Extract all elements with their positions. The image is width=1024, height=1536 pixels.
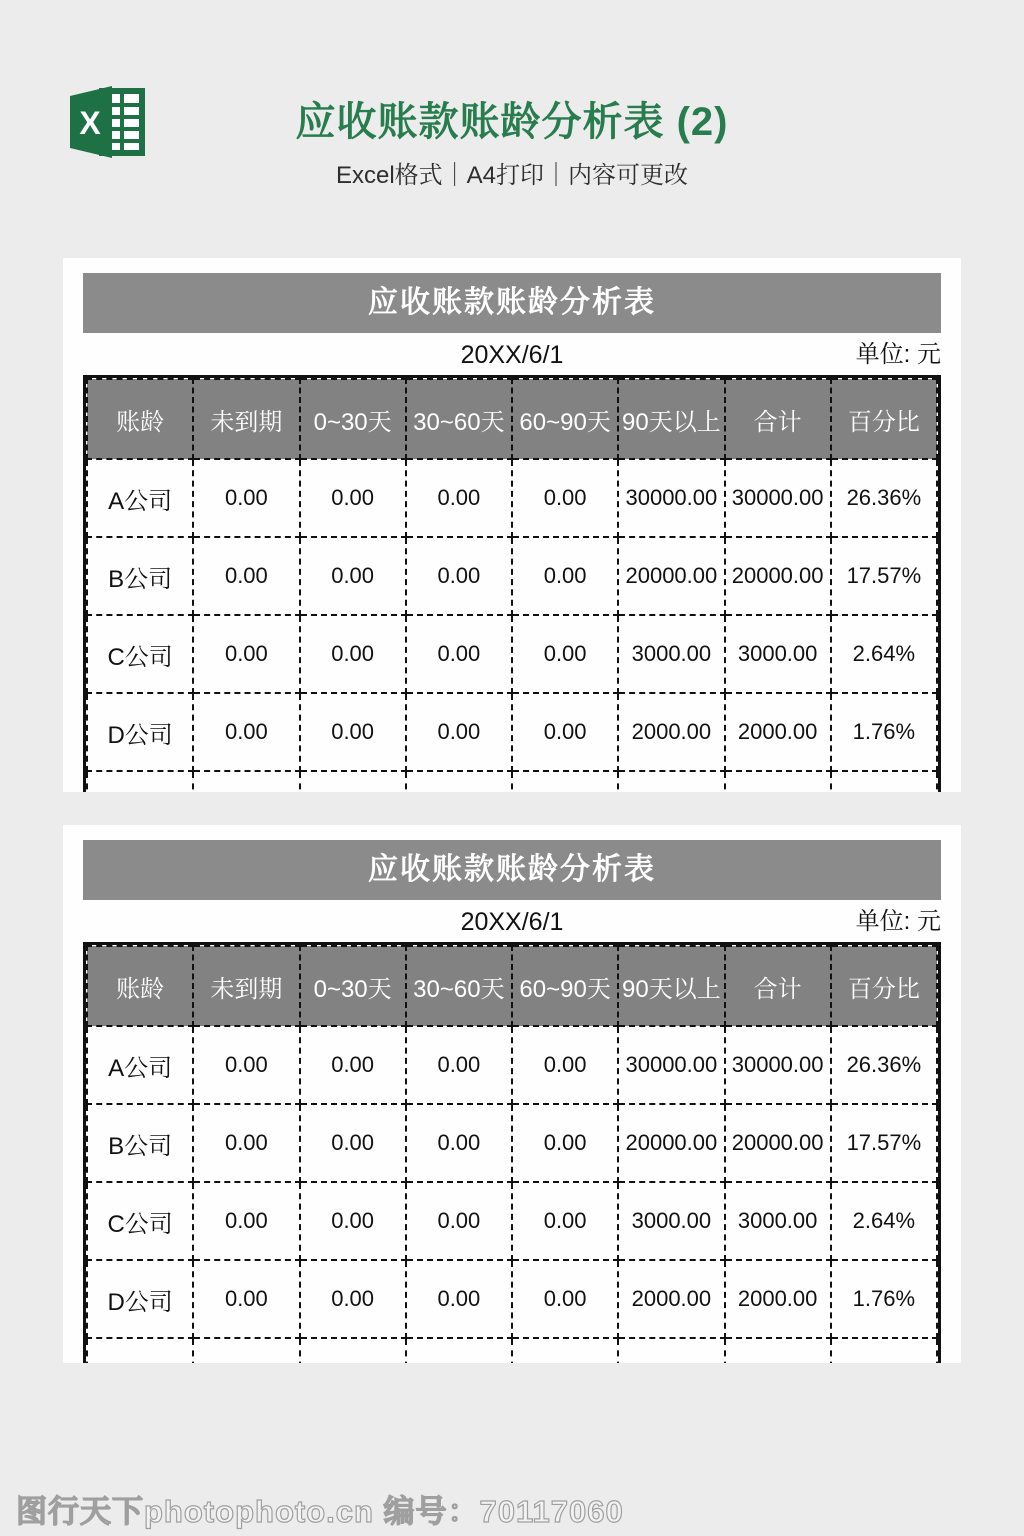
column-header: 百分比 [831,379,937,459]
column-header: 账龄 [87,379,193,459]
value-cell: 1.76% [831,1260,937,1338]
column-header: 90天以上 [618,379,724,459]
value-cell: 0.00 [512,615,618,693]
value-cell: 20000.00 [725,537,831,615]
aging-table [83,375,941,792]
value-cell: 0.00 [512,459,618,537]
value-cell: 0.00 [406,1260,512,1338]
column-header: 60~90天 [512,946,618,1026]
value-cell: 0.00 [512,1026,618,1104]
page-title: 应收账款账龄分析表 (2) [295,100,729,144]
row-label-cell: D公司 [87,1260,193,1338]
cropped-row [87,771,937,792]
value-cell: 0.00 [300,1182,406,1260]
page-subtitle: Excel格式｜A4打印｜内容可更改 [335,162,689,189]
value-cell: 20000.00 [618,1104,724,1182]
table-row [87,1260,937,1338]
value-cell: 3000.00 [618,1182,724,1260]
aging-table [83,942,941,1363]
value-cell: 0.00 [300,1260,406,1338]
value-cell: 0.00 [406,693,512,771]
column-header: 90天以上 [618,946,724,1026]
table-row [87,537,937,615]
sheet-unit-label: 单位: 元 [855,908,941,935]
sheet-unit-label: 单位: 元 [855,341,941,368]
empty-cell [300,771,406,792]
value-cell: 26.36% [831,1026,937,1104]
column-header: 未到期 [193,379,299,459]
table-row [87,1104,937,1182]
value-cell: 3000.00 [725,1182,831,1260]
empty-cell [831,771,937,792]
empty-cell [831,1338,937,1363]
cropped-row [87,1338,937,1363]
value-cell: 17.57% [831,1104,937,1182]
row-label-cell: B公司 [87,1104,193,1182]
empty-cell [725,771,831,792]
value-cell: 0.00 [193,1104,299,1182]
value-cell: 2000.00 [618,693,724,771]
value-cell: 2000.00 [618,1260,724,1338]
column-header: 0~30天 [300,946,406,1026]
value-cell: 0.00 [512,693,618,771]
sheet-title-bar: 应收账款账龄分析表 [83,840,941,900]
value-cell: 0.00 [300,693,406,771]
empty-cell [193,771,299,792]
empty-cell [406,771,512,792]
empty-cell [193,1338,299,1363]
value-cell: 0.00 [300,537,406,615]
table-row [87,1182,937,1260]
column-header: 账龄 [87,946,193,1026]
value-cell: 0.00 [406,615,512,693]
row-label-cell: B公司 [87,537,193,615]
column-header: 合计 [725,946,831,1026]
value-cell: 0.00 [193,1260,299,1338]
value-cell: 0.00 [406,1026,512,1104]
value-cell: 1.76% [831,693,937,771]
value-cell: 0.00 [406,459,512,537]
preview-card-2 [63,825,961,1363]
value-cell: 2000.00 [725,1260,831,1338]
column-header: 30~60天 [406,946,512,1026]
empty-cell [300,1338,406,1363]
preview-card-1 [63,258,961,792]
row-label-cell: A公司 [87,459,193,537]
table-row [87,1026,937,1104]
table-row [87,693,937,771]
value-cell: 0.00 [193,459,299,537]
table-body [87,1026,937,1363]
sheet-title-bar: 应收账款账龄分析表 [83,273,941,333]
row-label-cell: C公司 [87,1182,193,1260]
empty-cell [512,1338,618,1363]
header-row [87,946,937,1026]
empty-cell [618,1338,724,1363]
excel-logo-letter: X [79,105,101,141]
value-cell: 20000.00 [725,1104,831,1182]
sheet-meta-row [83,900,941,942]
value-cell: 26.36% [831,459,937,537]
value-cell: 0.00 [406,537,512,615]
value-cell: 0.00 [193,615,299,693]
empty-cell [725,1338,831,1363]
empty-cell [406,1338,512,1363]
value-cell: 0.00 [406,1182,512,1260]
value-cell: 30000.00 [618,459,724,537]
column-header: 30~60天 [406,379,512,459]
value-cell: 20000.00 [618,537,724,615]
value-cell: 0.00 [300,459,406,537]
column-header: 0~30天 [300,379,406,459]
value-cell: 3000.00 [618,615,724,693]
value-cell: 3000.00 [725,615,831,693]
sheet-meta-row [83,333,941,375]
row-label-cell: A公司 [87,1026,193,1104]
value-cell: 0.00 [406,1104,512,1182]
value-cell: 0.00 [193,1182,299,1260]
table-row [87,615,937,693]
value-cell: 30000.00 [618,1026,724,1104]
value-cell: 0.00 [512,537,618,615]
value-cell: 30000.00 [725,1026,831,1104]
table-row [87,459,937,537]
value-cell: 30000.00 [725,459,831,537]
value-cell: 0.00 [300,615,406,693]
site-watermark: 图行天下photophoto.cn 编号：70117060 [16,1494,624,1529]
value-cell: 0.00 [300,1026,406,1104]
table-body [87,459,937,792]
column-header: 60~90天 [512,379,618,459]
empty-cell [87,771,193,792]
empty-cell [618,771,724,792]
value-cell: 0.00 [512,1260,618,1338]
column-header: 未到期 [193,946,299,1026]
value-cell: 0.00 [193,1026,299,1104]
sheet-date: 20XX/6/1 [460,341,564,369]
value-cell: 2.64% [831,1182,937,1260]
value-cell: 0.00 [193,693,299,771]
value-cell: 2.64% [831,615,937,693]
empty-cell [87,1338,193,1363]
value-cell: 0.00 [193,537,299,615]
header-row [87,379,937,459]
column-header: 合计 [725,379,831,459]
row-label-cell: C公司 [87,615,193,693]
value-cell: 0.00 [512,1104,618,1182]
empty-cell [512,771,618,792]
value-cell: 2000.00 [725,693,831,771]
row-label-cell: D公司 [87,693,193,771]
column-header: 百分比 [831,946,937,1026]
sheet-date: 20XX/6/1 [460,908,564,936]
value-cell: 0.00 [300,1104,406,1182]
value-cell: 17.57% [831,537,937,615]
value-cell: 0.00 [512,1182,618,1260]
